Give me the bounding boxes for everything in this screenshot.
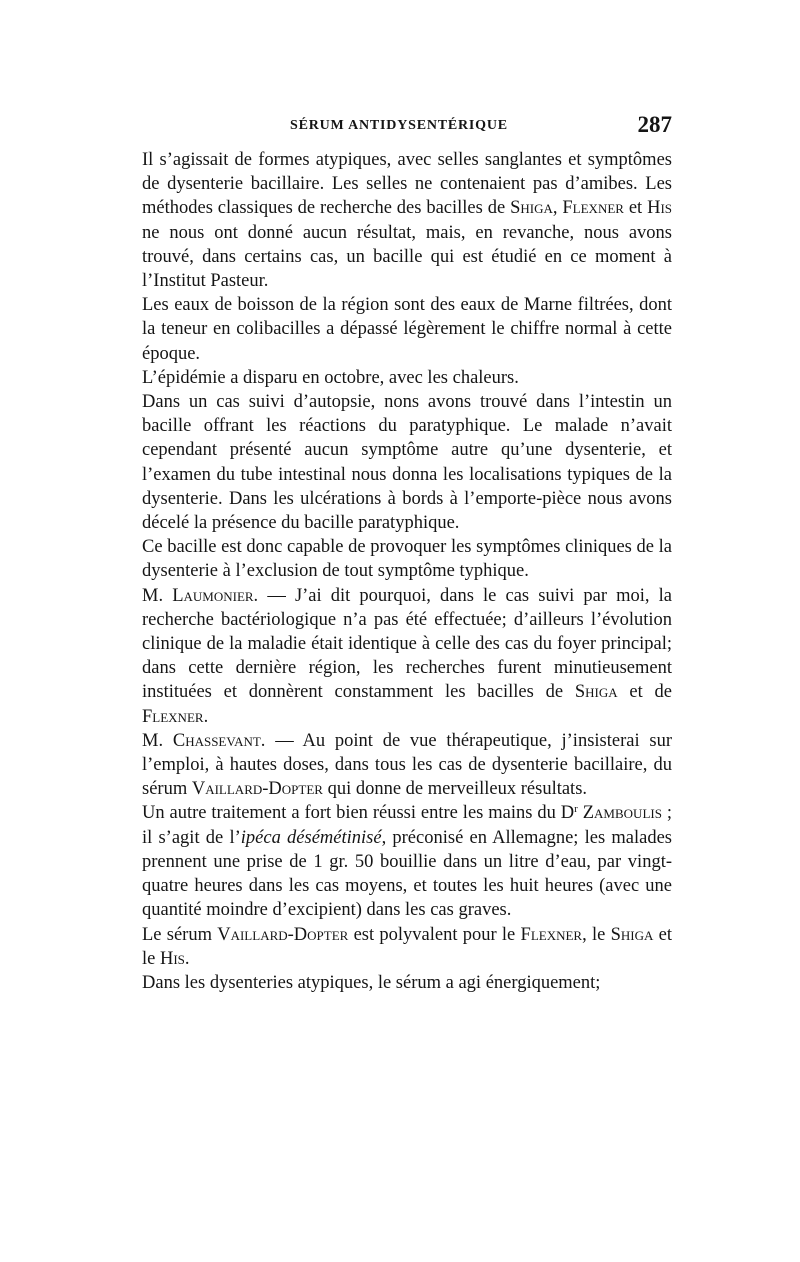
speaker-name: M. Laumonier. — [142, 585, 259, 606]
author-name-flexner: Flexner — [520, 924, 583, 945]
paragraph-2: Les eaux de boisson de la région sont des eaux de Marne filtrées, dont la teneur en colibacilles a dépassé légèrement le chiffre normal à cette époque. — [142, 295, 672, 364]
paragraph-text: — Au point de vue thérapeutique, j’insisterai sur l’emploi, à hautes doses, dans tous les cas de dysenterie bacillaire, du sérum — [142, 730, 672, 800]
paragraph-7 — [142, 729, 672, 802]
book-page — [142, 112, 672, 995]
serum-name: Vaillard-Dopter — [191, 779, 323, 800]
paragraph-text: ; il s’agit de l’ — [142, 803, 673, 848]
paragraph-text: ne nous ont donné aucun résultat, mais, en revanche, nous avons trouvé, dans certains cas, un bacille qui est étudié en ce moment à l’Institut Pasteur. — [142, 222, 672, 292]
paragraph-3: L’épidémie a disparu en octobre, avec les chaleurs. — [142, 367, 519, 388]
paragraph-text: Le sérum — [142, 924, 218, 945]
paragraph-1 — [142, 148, 672, 293]
author-name-shiga: Shiga — [510, 198, 553, 219]
author-name-his: His — [159, 948, 185, 969]
separator: , — [552, 198, 563, 219]
page-header — [142, 112, 672, 148]
author-name-shiga: Shiga — [574, 682, 618, 703]
paragraph-8 — [142, 801, 672, 922]
paragraph-text: est polyvalent pour le — [348, 924, 521, 945]
separator: et — [623, 198, 648, 219]
author-name-his: His — [647, 198, 672, 219]
separator: , le — [582, 924, 611, 945]
paragraph-text: — J’ai dit pourquoi, dans le cas suivi par moi, la recherche bactériologique n’a pas été effectuée; d’ailleurs l’évolution clinique de la maladie était identique à celle des cas du foyer principal; dans cette dernière région, les recherches furent minutieusement instituées et donnèrent constamment les bacilles de — [142, 585, 672, 703]
author-name-shiga: Shiga — [610, 924, 654, 945]
punctuation: . — [203, 706, 209, 727]
author-name-flexner: Flexner — [142, 706, 204, 727]
paragraph-5: Ce bacille est donc capable de provoquer les symptômes cliniques de la dysenterie à l’exclusion de tout symptôme typhique. — [142, 537, 672, 582]
page-number: 287 — [637, 112, 672, 137]
paragraph-6 — [142, 584, 672, 729]
paragraph-9 — [142, 923, 672, 971]
separator: et de — [617, 682, 672, 703]
author-name-flexner: Flexner — [562, 198, 624, 219]
paragraph-text: , préconisé en Allemagne; les malades prennent une prise de 1 gr. 50 bouillie dans un litre d’eau, par vingt-quatre heures dans les cas moyens, et toutes les huit heures (avec une quantité moindre d’excipient) dans les cas graves. — [142, 827, 672, 921]
paragraph-text: qui donne de merveilleux résultats. — [322, 779, 588, 800]
drug-name: ipéca désémétinisé — [240, 827, 382, 848]
paragraph-text: Un autre traitement a fort bien réussi entre les mains du D — [142, 803, 575, 824]
page-body — [142, 148, 672, 995]
speaker-name: M. Chassevant. — [142, 730, 266, 751]
serum-name: Vaillard-Dopter — [217, 924, 349, 945]
punctuation: . — [184, 948, 190, 969]
paragraph-4: Dans un cas suivi d’autopsie, nons avons trouvé dans l’intestin un bacille offrant les réactions du paratyphique. Le malade n’avait cependant présenté aucun symptôme autre qu’une dysenterie, et l’examen du tube intestinal nous donna les localisations typiques de la dysenterie. Dans les ulcérations à bords à l’emporte-pièce nous avons décelé la présence du bacille paratyphique. — [142, 392, 672, 534]
author-name-zamboulis: Zamboulis — [577, 803, 662, 824]
superscript: r — [574, 803, 578, 816]
separator: et le — [142, 924, 672, 969]
paragraph-text: Il s’agissait de formes atypiques, avec selles sanglantes et symptômes de dysenterie bacillaire. Les selles ne contenaient pas d’amibes. Les méthodes classiques de recherche des bacilles de — [142, 150, 672, 219]
paragraph-10: Dans les dysenteries atypiques, le sérum a agi énergiquement; — [142, 972, 601, 993]
running-title: SÉRUM ANTIDYSENTÉRIQUE — [290, 118, 508, 133]
